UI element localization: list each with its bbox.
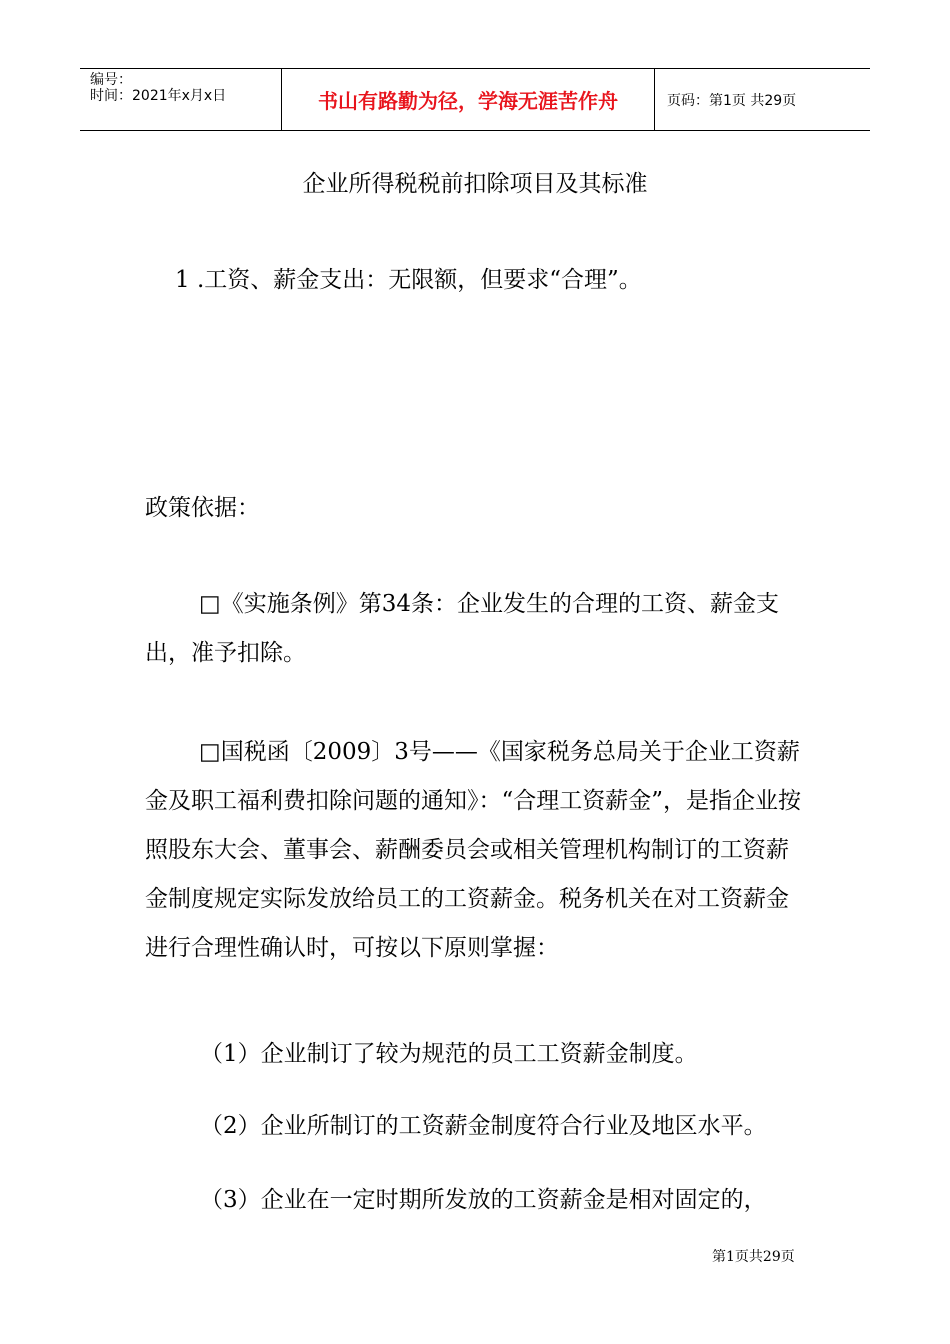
header-motto: 书山有路勤为径，学海无涯苦作舟 bbox=[282, 69, 655, 130]
document-title: 企业所得税税前扣除项目及其标准 bbox=[302, 171, 648, 197]
page-footer: 第1页共29页 bbox=[712, 1249, 795, 1265]
criteria-item: （1）企业制订了较为规范的员工工资薪金制度。 bbox=[200, 1041, 698, 1067]
page-header bbox=[80, 68, 870, 131]
article-34-paragraph: □《实施条例》第34条：企业发生的合理的工资、薪金支出，准予扣除。 bbox=[145, 591, 779, 666]
header-meta bbox=[80, 69, 282, 130]
notice-2009-3-paragraph: □国税函〔2009〕3号——《国家税务总局关于企业工资薪金及职工福利费扣除问题的通知》：“合理工资薪金”，是指企业按照股东大会、董事会、薪酬委员会或相关管理机构制订的工资薪金制度规定实际发放给员工的工资薪金。税务机关在对工资薪金进行合理性确认时，可按以下原则掌握： bbox=[145, 739, 802, 961]
header-page-info: 页码：第1页 共29页 bbox=[667, 92, 797, 109]
document-number-label: 编号： bbox=[90, 72, 132, 88]
document-date: 时间：2021年x月x日 bbox=[90, 88, 227, 104]
criteria-item: （3）企业在一定时期所发放的工资薪金是相对固定的， bbox=[200, 1187, 767, 1213]
item-1-wages: 1 .工资、薪金支出：无限额，但要求“合理”。 bbox=[175, 267, 642, 293]
policy-basis-label: 政策依据： bbox=[145, 495, 260, 521]
criteria-item: （2）企业所制订的工资薪金制度符合行业及地区水平。 bbox=[200, 1113, 767, 1139]
